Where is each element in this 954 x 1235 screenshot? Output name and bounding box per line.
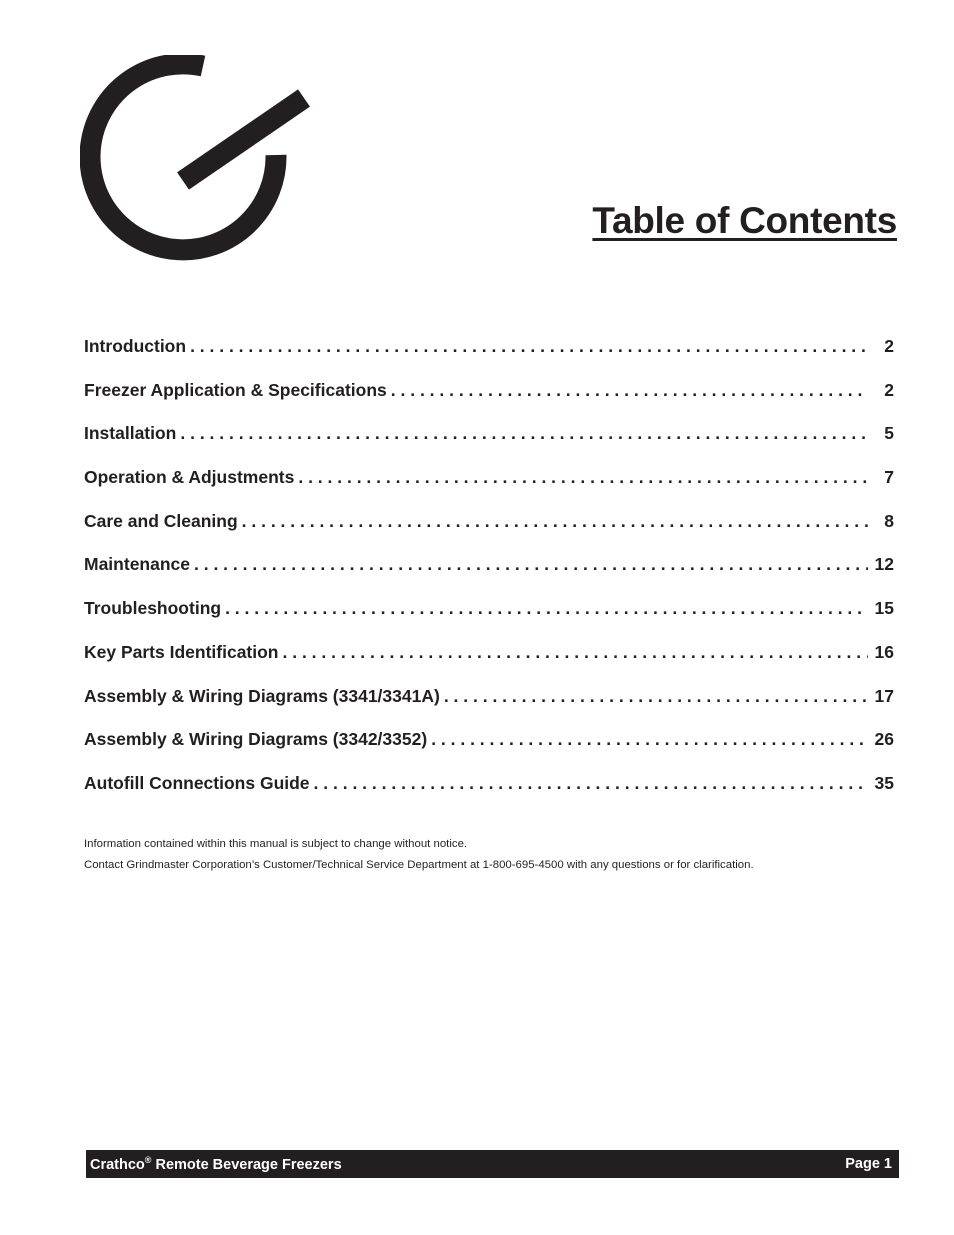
dot-leader <box>225 598 868 619</box>
dot-leader <box>283 642 869 663</box>
dot-leader <box>314 773 868 794</box>
toc-entry-page: 35 <box>874 772 894 793</box>
footer-product: Remote Beverage Freezers <box>151 1156 342 1173</box>
footer-bar <box>86 1150 899 1178</box>
toc-entry-autofill[interactable] <box>84 773 894 817</box>
dot-leader <box>194 554 868 575</box>
toc-entry-label: Operation & Adjustments <box>84 467 295 488</box>
grindmaster-g-logo-icon <box>80 55 310 265</box>
notice-contact: Contact Grindmaster Corporation’s Customer/Technical Service Department at 1-800-695-4500 with any questions or for clarification. <box>84 859 754 871</box>
dot-leader <box>190 336 868 357</box>
toc-entry-page: 8 <box>884 510 894 531</box>
toc-entry-label: Freezer Application & Specifications <box>84 379 387 400</box>
toc-entry-label: Assembly & Wiring Diagrams (3342/3352) <box>84 729 428 750</box>
footer-brand: Crathco <box>90 1156 145 1173</box>
toc-entry-operation[interactable] <box>84 467 894 511</box>
toc-entry-diagrams-3341[interactable] <box>84 686 894 730</box>
toc-entry-page: 26 <box>874 729 894 750</box>
notice-change: Information contained within this manual is subject to change without notice. <box>84 838 468 850</box>
toc-entry-page: 7 <box>884 467 894 488</box>
toc-entry-label: Key Parts Identification <box>84 641 279 662</box>
toc-entry-care-cleaning[interactable] <box>84 511 894 555</box>
dot-leader <box>431 729 868 750</box>
toc-entry-page: 5 <box>884 423 894 444</box>
toc-entry-diagrams-3342[interactable] <box>84 729 894 773</box>
footer-product-title <box>90 1155 342 1173</box>
toc-entry-page: 12 <box>874 554 894 575</box>
toc-entry-page: 15 <box>874 598 894 619</box>
toc-entry-page: 2 <box>884 379 894 400</box>
toc-entry-maintenance[interactable] <box>84 554 894 598</box>
toc-entry-label: Maintenance <box>84 554 190 575</box>
toc-entry-label: Installation <box>84 423 177 444</box>
toc-entry-freezer-application[interactable] <box>84 380 894 424</box>
disclaimer-notes <box>84 834 904 876</box>
dot-leader <box>242 511 868 532</box>
footer-page-number: Page 1 <box>845 1156 892 1172</box>
dot-leader <box>444 686 868 707</box>
dot-leader <box>391 380 868 401</box>
dot-leader <box>298 467 868 488</box>
registered-mark: ® <box>144 1155 152 1166</box>
toc-entry-page: 16 <box>874 641 894 662</box>
toc-entry-label: Troubleshooting <box>84 598 222 619</box>
toc-entry-label: Assembly & Wiring Diagrams (3341/3341A) <box>84 685 440 706</box>
toc-entry-page: 2 <box>884 336 894 356</box>
toc-entry-label: Autofill Connections Guide <box>84 772 310 793</box>
toc-entry-introduction[interactable] <box>84 336 894 380</box>
toc-entry-key-parts[interactable] <box>84 642 894 686</box>
table-of-contents <box>84 336 894 817</box>
toc-entry-label: Care and Cleaning <box>84 510 238 531</box>
page-title: Table of Contents <box>592 200 897 241</box>
toc-entry-troubleshooting[interactable] <box>84 598 894 642</box>
toc-entry-installation[interactable] <box>84 423 894 467</box>
toc-entry-page: 17 <box>874 685 894 706</box>
dot-leader <box>180 423 868 444</box>
toc-entry-label: Introduction <box>84 336 187 356</box>
